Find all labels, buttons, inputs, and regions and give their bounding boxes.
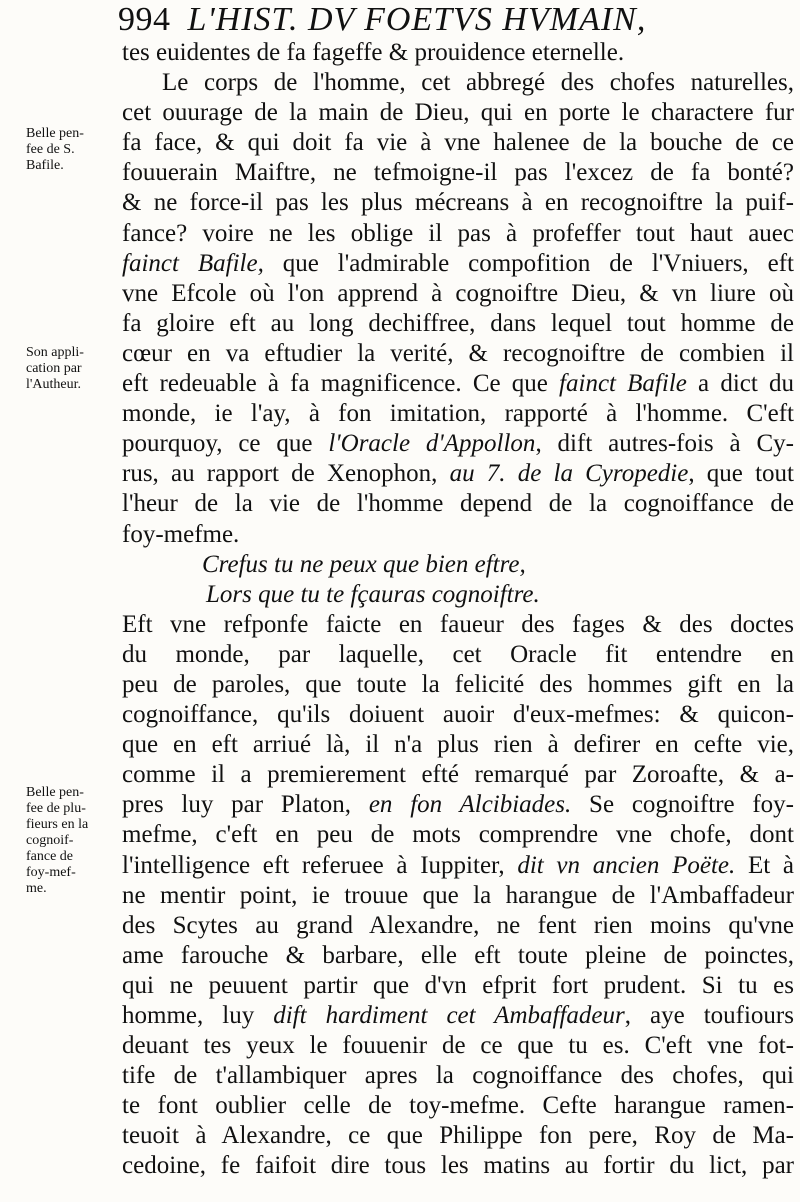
italic-reference: fainct Bafile, xyxy=(122,249,264,277)
running-title: L'HIST. DV FOETVS HVMAIN, xyxy=(187,1,647,38)
margin-note-line: Belle pen- xyxy=(26,126,84,141)
text-line: ame farouche & barbare, elle eft toute pleine de poinctes, xyxy=(122,941,794,969)
italic-reference: dit vn ancien Poëte. xyxy=(517,851,736,879)
text-line: te font oublier celle de toy-mefme. Cefte harangue ramen- xyxy=(122,1092,794,1120)
text-line: deuant tes yeux le fouuenir de ce que tu es. C'eft vne fot- xyxy=(122,1032,794,1060)
margin-note-line: l'Autheur. xyxy=(26,377,82,392)
text-segment: pourquoy, ce que xyxy=(122,430,329,458)
text-line: teuoit à Alexandre, ce que Philippe fon pere, Roy de Ma- xyxy=(122,1122,794,1150)
text-segment: , aye toufiours xyxy=(624,1002,794,1029)
text-line xyxy=(122,249,794,279)
text-segment: , que tout xyxy=(688,460,794,488)
margin-note-line: foy-mef- xyxy=(26,865,76,880)
text-line xyxy=(122,1001,794,1031)
text-line: fouuerain Maiftre, ne tefmoigne-il pas l'excez de fa bonté? xyxy=(122,159,794,187)
margin-note-line: cation par xyxy=(26,361,82,376)
text-segment: homme, luy xyxy=(122,1002,274,1029)
text-line: comme il a premierement efté remarqué par Zoroafte, & a- xyxy=(122,761,794,789)
text-line xyxy=(122,851,794,881)
text-line: du monde, par laquelle, cet Oracle fit entendre en xyxy=(122,640,794,668)
text-line: mefme, c'eft en peu de mots comprendre vne chofe, dont xyxy=(122,821,794,849)
text-line: tife de t'allambiquer apres la cognoiffance des chofes, qui xyxy=(122,1062,794,1090)
text-line: foy-mefme. xyxy=(122,520,240,548)
margin-note-line: me. xyxy=(26,881,47,896)
margin-note-2 xyxy=(26,345,120,393)
text-line: fa gloire eft au long dechiffree, dans lequel tout homme de xyxy=(122,309,794,337)
italic-reference: fainct Bafile xyxy=(559,370,687,398)
text-line: tes euidentes de fa fageffe & prouidence eternelle. xyxy=(122,39,625,66)
margin-note-line: fee de plu- xyxy=(26,801,86,816)
italic-reference: au 7. de la Cyropedie xyxy=(449,460,689,488)
text-line: monde, ie l'ay, à fon imitation, rapporté à l'homme. C'eft xyxy=(122,400,794,428)
margin-note-1 xyxy=(26,126,120,174)
text-line xyxy=(122,459,794,489)
margin-note-line: fance de xyxy=(26,849,74,864)
text-segment: rus, au rapport de Xenophon, xyxy=(122,460,450,488)
text-line: peu de paroles, que toute la felicité des hommes gift en la xyxy=(122,670,794,698)
page-number: 994 xyxy=(118,1,171,38)
margin-note-line: Bafile. xyxy=(26,158,64,173)
text-line: ne mentir point, ie trouue que la harangue de l'Ambaffadeur xyxy=(122,881,794,909)
italic-reference: en fon Alcibiades. xyxy=(368,791,572,819)
text-line: vne Efcole où l'on apprend à cognoiftre Dieu, & vn liure où xyxy=(122,279,794,307)
margin-note-line: fieurs en la xyxy=(26,817,89,832)
text-line xyxy=(122,790,794,820)
text-line: Eft vne refponfe faicte en faueur des fages & des doctes xyxy=(122,610,794,638)
text-line xyxy=(122,429,794,459)
text-line: cognoiffance, qu'ils doiuent auoir d'eux-mefmes: & quicon- xyxy=(122,701,794,729)
text-line: l'heur de la vie de l'homme depend de la cognoiffance de xyxy=(122,490,794,518)
margin-note-line: Son appli- xyxy=(26,345,84,360)
text-segment: a dict du xyxy=(686,370,794,398)
margin-note-line: Belle pen- xyxy=(26,785,84,800)
text-segment: Se cognoiftre foy- xyxy=(571,791,795,819)
verse-line: Lors que tu te fçauras cognoiftre. xyxy=(206,580,540,608)
italic-reference: dift hardiment cet Ambaffadeur xyxy=(273,1002,625,1029)
text-segment: Et à xyxy=(735,851,794,879)
text-line: Le corps de l'homme, cet abbregé des chofes naturelles, xyxy=(162,69,794,97)
text-segment: que l'admirable compofition de l'Vniuers, eft xyxy=(263,249,794,277)
running-header xyxy=(118,0,788,40)
verse-line: Crefus tu ne peux que bien eftre, xyxy=(202,550,526,578)
text-segment: pres luy par Platon, xyxy=(122,791,369,819)
text-line: fa face, & qui doit fa vie à vne halenee de la bouche de ce xyxy=(122,129,794,157)
text-line: cet ouurage de la main de Dieu, qui en porte le charactere fur xyxy=(122,99,794,127)
margin-note-3 xyxy=(26,785,120,897)
margin-note-line: fee de S. xyxy=(26,142,75,157)
italic-reference: l'Oracle d'Appollon xyxy=(328,430,536,458)
text-segment: l'intelligence eft referuee à Iuppiter, xyxy=(122,851,518,879)
text-line: cedoine, fe faifoit dire tous les matins au fortir du lict, par xyxy=(122,1152,794,1180)
text-line: qui ne peuuent partir que d'vn efprit fort prudent. Si tu es xyxy=(122,971,794,999)
text-line: fance? voire ne les oblige il pas à profeffer tout haut auec xyxy=(122,219,794,247)
text-segment: eft redeuable à fa magnificence. Ce que xyxy=(122,370,560,398)
text-segment: , dift autres-fois à Cy- xyxy=(535,430,794,458)
margin-note-line: cognoif- xyxy=(26,833,74,848)
body-text xyxy=(122,38,794,1182)
text-line: des Scytes au grand Alexandre, ne fent rien moins qu'vne xyxy=(122,911,794,939)
text-line: cœur en va eftudier la verité, & recognoiftre de combien il xyxy=(122,339,794,367)
text-line: que en eft arriué là, il n'a plus rien à defirer en cefte vie, xyxy=(122,731,794,759)
text-line xyxy=(122,369,794,399)
text-line: & ne force-il pas les plus mécreans à en recognoiftre la puif- xyxy=(122,189,794,217)
